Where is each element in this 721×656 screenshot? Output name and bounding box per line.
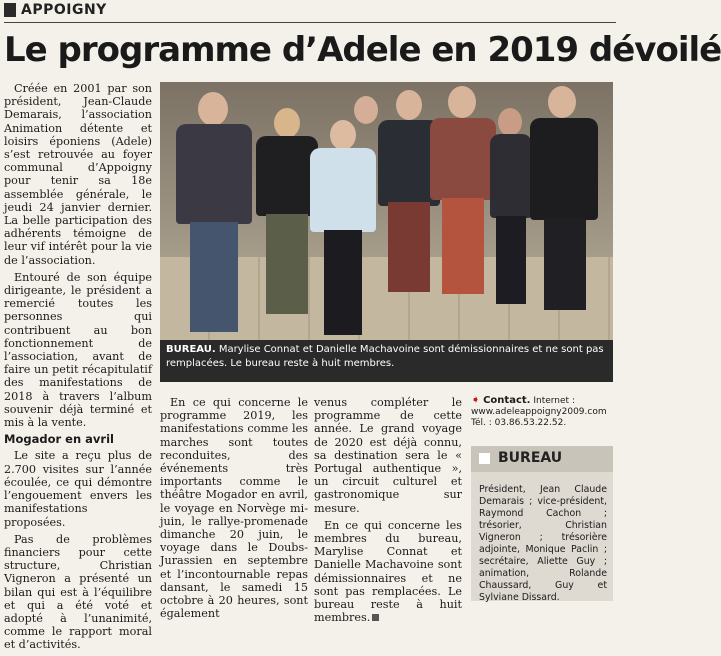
article-column-1: [4, 82, 152, 656]
paragraph: Pas de problèmes financiers pour cette structure, Christian Vigneron a présenté un bilan qui est à l’équilibre et qui a été voté et adopté à l’unanimité, comme le rapport moral et d’activités.: [4, 532, 152, 652]
rubric-label: APPOIGNY: [21, 2, 107, 18]
paragraph: Créée en 2001 par son président, Jean-Claude Demarais, l’association Animation détente et loisirs époniens (Adele) s’est retrouvée au foyer communal d’Appoigny pour tenir sa 18e assemblée générale, le jeudi 24 janvier dernier. La belle participation des adhérents témoigne de leur vif intérêt pour la vie de l’association.: [4, 82, 152, 267]
paragraph: [314, 519, 462, 625]
bureau-members: Président, Jean Claude Demarais ; vice-président, Raymond Cachon ; trésorier, Christian Vigneron ; trésorière adjointe, Monique Paclin ; secrétaire, Aliette Guy ; animation, Rolande Chaussard, Guy et Sylviane Dissard.: [479, 484, 607, 603]
header-rule: [4, 22, 616, 23]
subheading: Mogador en avril: [4, 432, 114, 447]
bureau-header: [471, 446, 613, 472]
contact-website[interactable]: www.adeleappoigny2009.com: [471, 407, 607, 417]
contact-block: [471, 394, 613, 429]
section-header: [4, 2, 616, 21]
end-mark-icon: [372, 614, 379, 621]
caption-label: BUREAU.: [166, 344, 216, 355]
bureau-box: [471, 446, 613, 601]
paragraph: Entouré de son équipe dirigeante, le président a remercié toutes les personnes qui contribuent au bon fonctionnement de l’association, avant de faire un petit récapitulatif des manifestations de 2018 à travers l’album souvenir déjà terminé et mis à la vente.: [4, 270, 152, 430]
internet-label: Internet :: [533, 396, 575, 406]
arrow-right-icon: ➧: [471, 393, 481, 406]
caption-text: Marylise Connat et Danielle Machavoine sont démissionnaires et ne sont pas remplacées. Le bureau reste à huit membres.: [166, 344, 604, 369]
photo-caption: [160, 340, 613, 382]
bureau-square-icon: [479, 453, 490, 464]
group-photo: [160, 82, 613, 340]
contact-label: Contact.: [483, 395, 531, 406]
article-column-3: [314, 396, 462, 628]
paragraph: venus compléter le programme de cette année. Le grand voyage de 2020 est déjà connu, sa destination sera le « Portugal authentique », un circuit culturel et gastronomique sur mesure.: [314, 396, 462, 515]
headline: Le programme d’Adele en 2019 dévoilé: [4, 30, 721, 70]
article-column-2: [160, 396, 308, 624]
contact-phone: Tél. : 03.86.53.22.52.: [471, 418, 567, 428]
paragraph-text: En ce qui concerne les membres du bureau, Marylise Connat et Danielle Machavoine sont démissionnaires et ne sont pas remplacées. Le bureau reste à huit membres.: [314, 518, 462, 625]
paragraph: En ce qui concerne le programme 2019, les manifestations comme les marches sont toutes reconduites, des événements très importants comme le théâtre Mogador en avril, le voyage en Norvège mi-juin, le rallye-promenade dimanche 20 juin, le voyage dans le Doubs-Jurassien en septembre et l’incontournable repas dansant, le samedi 15 octobre à 20 heures, sont également: [160, 396, 308, 621]
paragraph: Le site a reçu plus de 2.700 visites sur l’année écoulée, ce qui démontre l’engouement envers les manifestations proposées.: [4, 449, 152, 529]
rubric-square-icon: [4, 3, 16, 17]
bureau-title: BUREAU: [498, 450, 563, 466]
